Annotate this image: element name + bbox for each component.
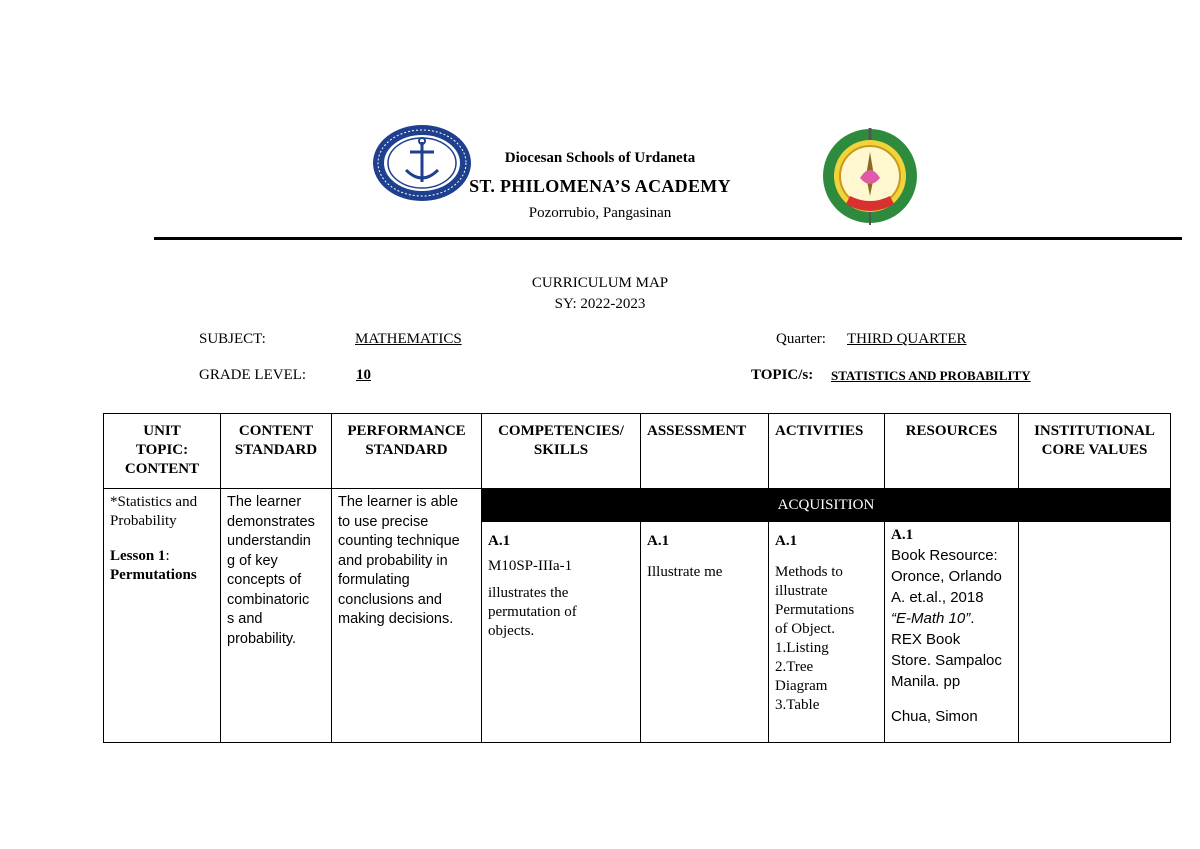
core-values-cell <box>1019 522 1171 743</box>
header-content-standard: CONTENT STANDARD <box>221 414 332 489</box>
document-title: CURRICULUM MAP <box>531 275 669 291</box>
header-resources: RESOURCES <box>885 414 1019 489</box>
topic-label: TOPIC/s: <box>751 367 814 383</box>
competencies-cell: A.1 M10SP-IIIa-1 illustrates the permutation of objects. <box>482 522 641 743</box>
lesson-name: Permutations <box>110 567 197 583</box>
activities-cell: A.1 Methods to illustrate Permutations of Object. 1.Listing 2.Tree Diagram 3.Table <box>769 522 885 743</box>
school-year: SY: 2022-2023 <box>554 296 646 312</box>
content-standard-cell: The learner demonstrates understandin g of key concepts of combinatoric s and probability. <box>221 489 332 743</box>
school-name: ST. PHILOMENA’S ACADEMY <box>469 176 731 196</box>
school-location: Pozorrubio, Pangasinan <box>528 205 672 221</box>
header-performance-standard: PERFORMANCE STANDARD <box>332 414 482 489</box>
header-unit-topic: UNIT TOPIC: CONTENT <box>104 414 221 489</box>
unit-topic-cell: *Statistics and Probability Lesson 1: Permutations <box>104 489 221 743</box>
assessment-cell: A.1 Illustrate me <box>641 522 769 743</box>
header-divider <box>154 237 1182 240</box>
acquisition-banner: ACQUISITION <box>482 489 1171 522</box>
quarter-label: Quarter: <box>776 331 826 347</box>
assessment-text: Illustrate me <box>647 564 723 580</box>
topic-value: STATISTICS AND PROBABILITY <box>831 368 1031 383</box>
performance-standard-cell: The learner is able to use precise counting technique and probability in formulating conclusions and making decisions. <box>332 489 482 743</box>
book-title: “E-Math 10” <box>891 610 971 627</box>
quarter-value: THIRD QUARTER <box>847 331 967 347</box>
subject-label: SUBJECT: <box>199 331 266 347</box>
resources-cell: A.1 Book Resource: Oronce, Orlando A. et.al., 2018 “E-Math 10”. REX Book Store. Sampaloc Manila. pp Chua, Simon <box>885 522 1019 743</box>
header-competencies: COMPETENCIES/ SKILLS <box>482 414 641 489</box>
diocesan-schools-seal-logo <box>816 126 924 226</box>
grade-level-label: GRADE LEVEL: <box>199 367 307 383</box>
table-header-row <box>104 414 1171 489</box>
subject-value: MATHEMATICS <box>355 331 462 347</box>
header-core-values: INSTITUTIONAL CORE VALUES <box>1019 414 1171 489</box>
grade-level-value: 10 <box>356 367 371 383</box>
header-assessment: ASSESSMENT <box>641 414 769 489</box>
diocese-name: Diocesan Schools of Urdaneta <box>504 150 696 166</box>
competency-code: M10SP-IIIa-1 <box>488 558 573 574</box>
acquisition-row <box>104 489 1171 522</box>
header-activities: ACTIVITIES <box>769 414 885 489</box>
lesson-label: Lesson 1 <box>110 548 166 564</box>
curriculum-map-table <box>103 413 1171 743</box>
